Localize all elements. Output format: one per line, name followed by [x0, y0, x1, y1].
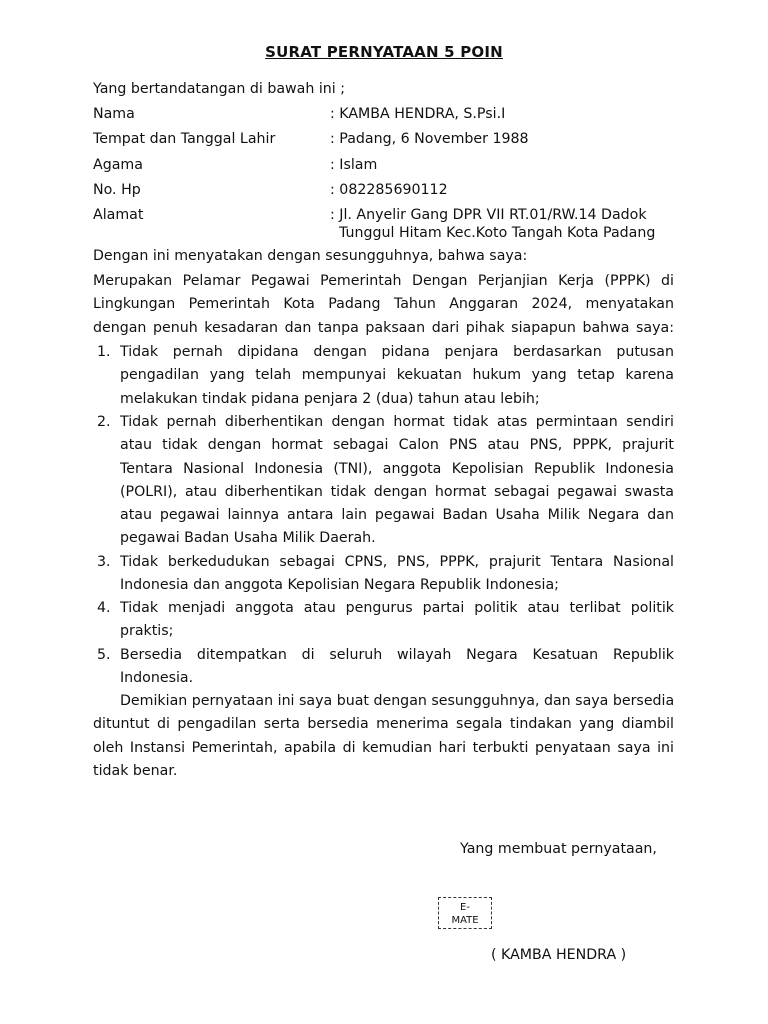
field-label-religion: Agama — [93, 157, 143, 173]
list-item-line: Tidak pernah dipidana dengan pidana penjara berdasarkan putusan — [120, 344, 674, 360]
closing-line: dituntut di pengadilan serta bersedia menerima segala tindakan yang diambil — [93, 716, 674, 733]
closing-line: oleh Instansi Pemerintah, apabila di kemudian hari terbukti penyataan saya ini — [93, 739, 674, 756]
list-item-number: 3. — [97, 554, 111, 570]
list-item-line: Tidak berkedudukan sebagai CPNS, PNS, PPPK, prajurit Tentara Nasional — [120, 554, 674, 570]
e-materai-stamp — [438, 897, 492, 929]
stamp-line: MATE — [451, 915, 479, 926]
address-line-2: Tunggul Hitam Kec.Koto Tangah Kota Padang — [339, 225, 656, 241]
list-item-number: 1. — [97, 344, 111, 360]
closing-line: tidak benar. — [93, 762, 178, 779]
list-item-line: atau pegawai lainnya antara lain pegawai Badan Usaha Milik Negara dan — [120, 507, 674, 524]
field-label-address: Alamat — [93, 207, 144, 223]
statement-intro: Dengan ini menyatakan dengan sesungguhnya, bahwa saya: — [93, 248, 528, 264]
address-line-1: : Jl. Anyelir Gang DPR VII RT.01/RW.14 Dadok — [330, 207, 647, 223]
field-label-name: Nama — [93, 106, 135, 122]
field-label-phone: No. Hp — [93, 182, 141, 198]
paragraph-line: Merupakan Pelamar Pegawai Pemerintah Dengan Perjanjian Kerja (PPPK) di — [93, 273, 674, 289]
field-value-name: : KAMBA HENDRA, S.Psi.I — [330, 106, 506, 122]
signer-name: ( KAMBA HENDRA ) — [491, 947, 627, 963]
list-item-line: Tidak pernah diberhentikan dengan hormat tidak atas permintaan sendiri — [120, 414, 674, 430]
signature-heading: Yang membuat pernyataan, — [460, 841, 657, 857]
field-value-address — [330, 206, 655, 242]
list-item-line: Indonesia dan anggota Kepolisian Negara Republik Indonesia; — [120, 577, 559, 594]
list-item-number: 4. — [97, 600, 111, 616]
list-item-line: melakukan tindak pidana penjara 2 (dua) tahun atau lebih; — [120, 390, 540, 407]
closing-line: Demikian pernyataan ini saya buat dengan sesungguhnya, dan saya bersedia — [120, 693, 675, 709]
list-item-line: praktis; — [120, 623, 174, 640]
statement-paragraph — [93, 270, 674, 340]
list-item-line: Bersedia ditempatkan di seluruh wilayah Negara Kesatuan Republik — [120, 647, 674, 663]
list-item-line: Tidak menjadi anggota atau pengurus partai politik atau terlibat politik — [120, 600, 674, 616]
paragraph-line: Lingkungan Pemerintah Kota Padang Tahun Anggaran 2024, menyatakan — [93, 296, 674, 313]
document-title: SURAT PERNYATAAN 5 POIN — [265, 43, 503, 61]
closing-paragraph — [93, 690, 674, 783]
list-item-line: pengadilan yang telah mempunyai kekuatan hukum yang tetap karena — [120, 367, 674, 384]
field-label-birth: Tempat dan Tanggal Lahir — [93, 131, 276, 147]
field-value-phone: : 082285690112 — [330, 182, 448, 198]
list-item-line: pegawai Badan Usaha Milik Daerah. — [120, 530, 376, 547]
list-item-number: 2. — [97, 414, 111, 430]
intro-line: Yang bertandatangan di bawah ini ; — [93, 81, 345, 97]
field-value-religion: : Islam — [330, 157, 378, 173]
list-item-line: Tentara Nasional Indonesia (TNI), anggota Kepolisian Republik Indonesia — [120, 460, 674, 477]
list-item-line: (POLRI), atau diberhentikan tidak dengan hormat sebagai pegawai swasta — [120, 483, 674, 500]
stamp-line: E- — [460, 902, 470, 913]
field-value-birth: : Padang, 6 November 1988 — [330, 131, 529, 147]
list-item-number: 5. — [97, 647, 111, 663]
list-item-line: atau tidak dengan hormat sebagai Calon PNS atau PNS, PPPK, prajurit — [120, 437, 674, 454]
paragraph-line: dengan penuh kesadaran dan tanpa paksaan dari pihak siapapun bahwa saya: — [93, 319, 674, 336]
list-item-line: Indonesia. — [120, 670, 194, 687]
